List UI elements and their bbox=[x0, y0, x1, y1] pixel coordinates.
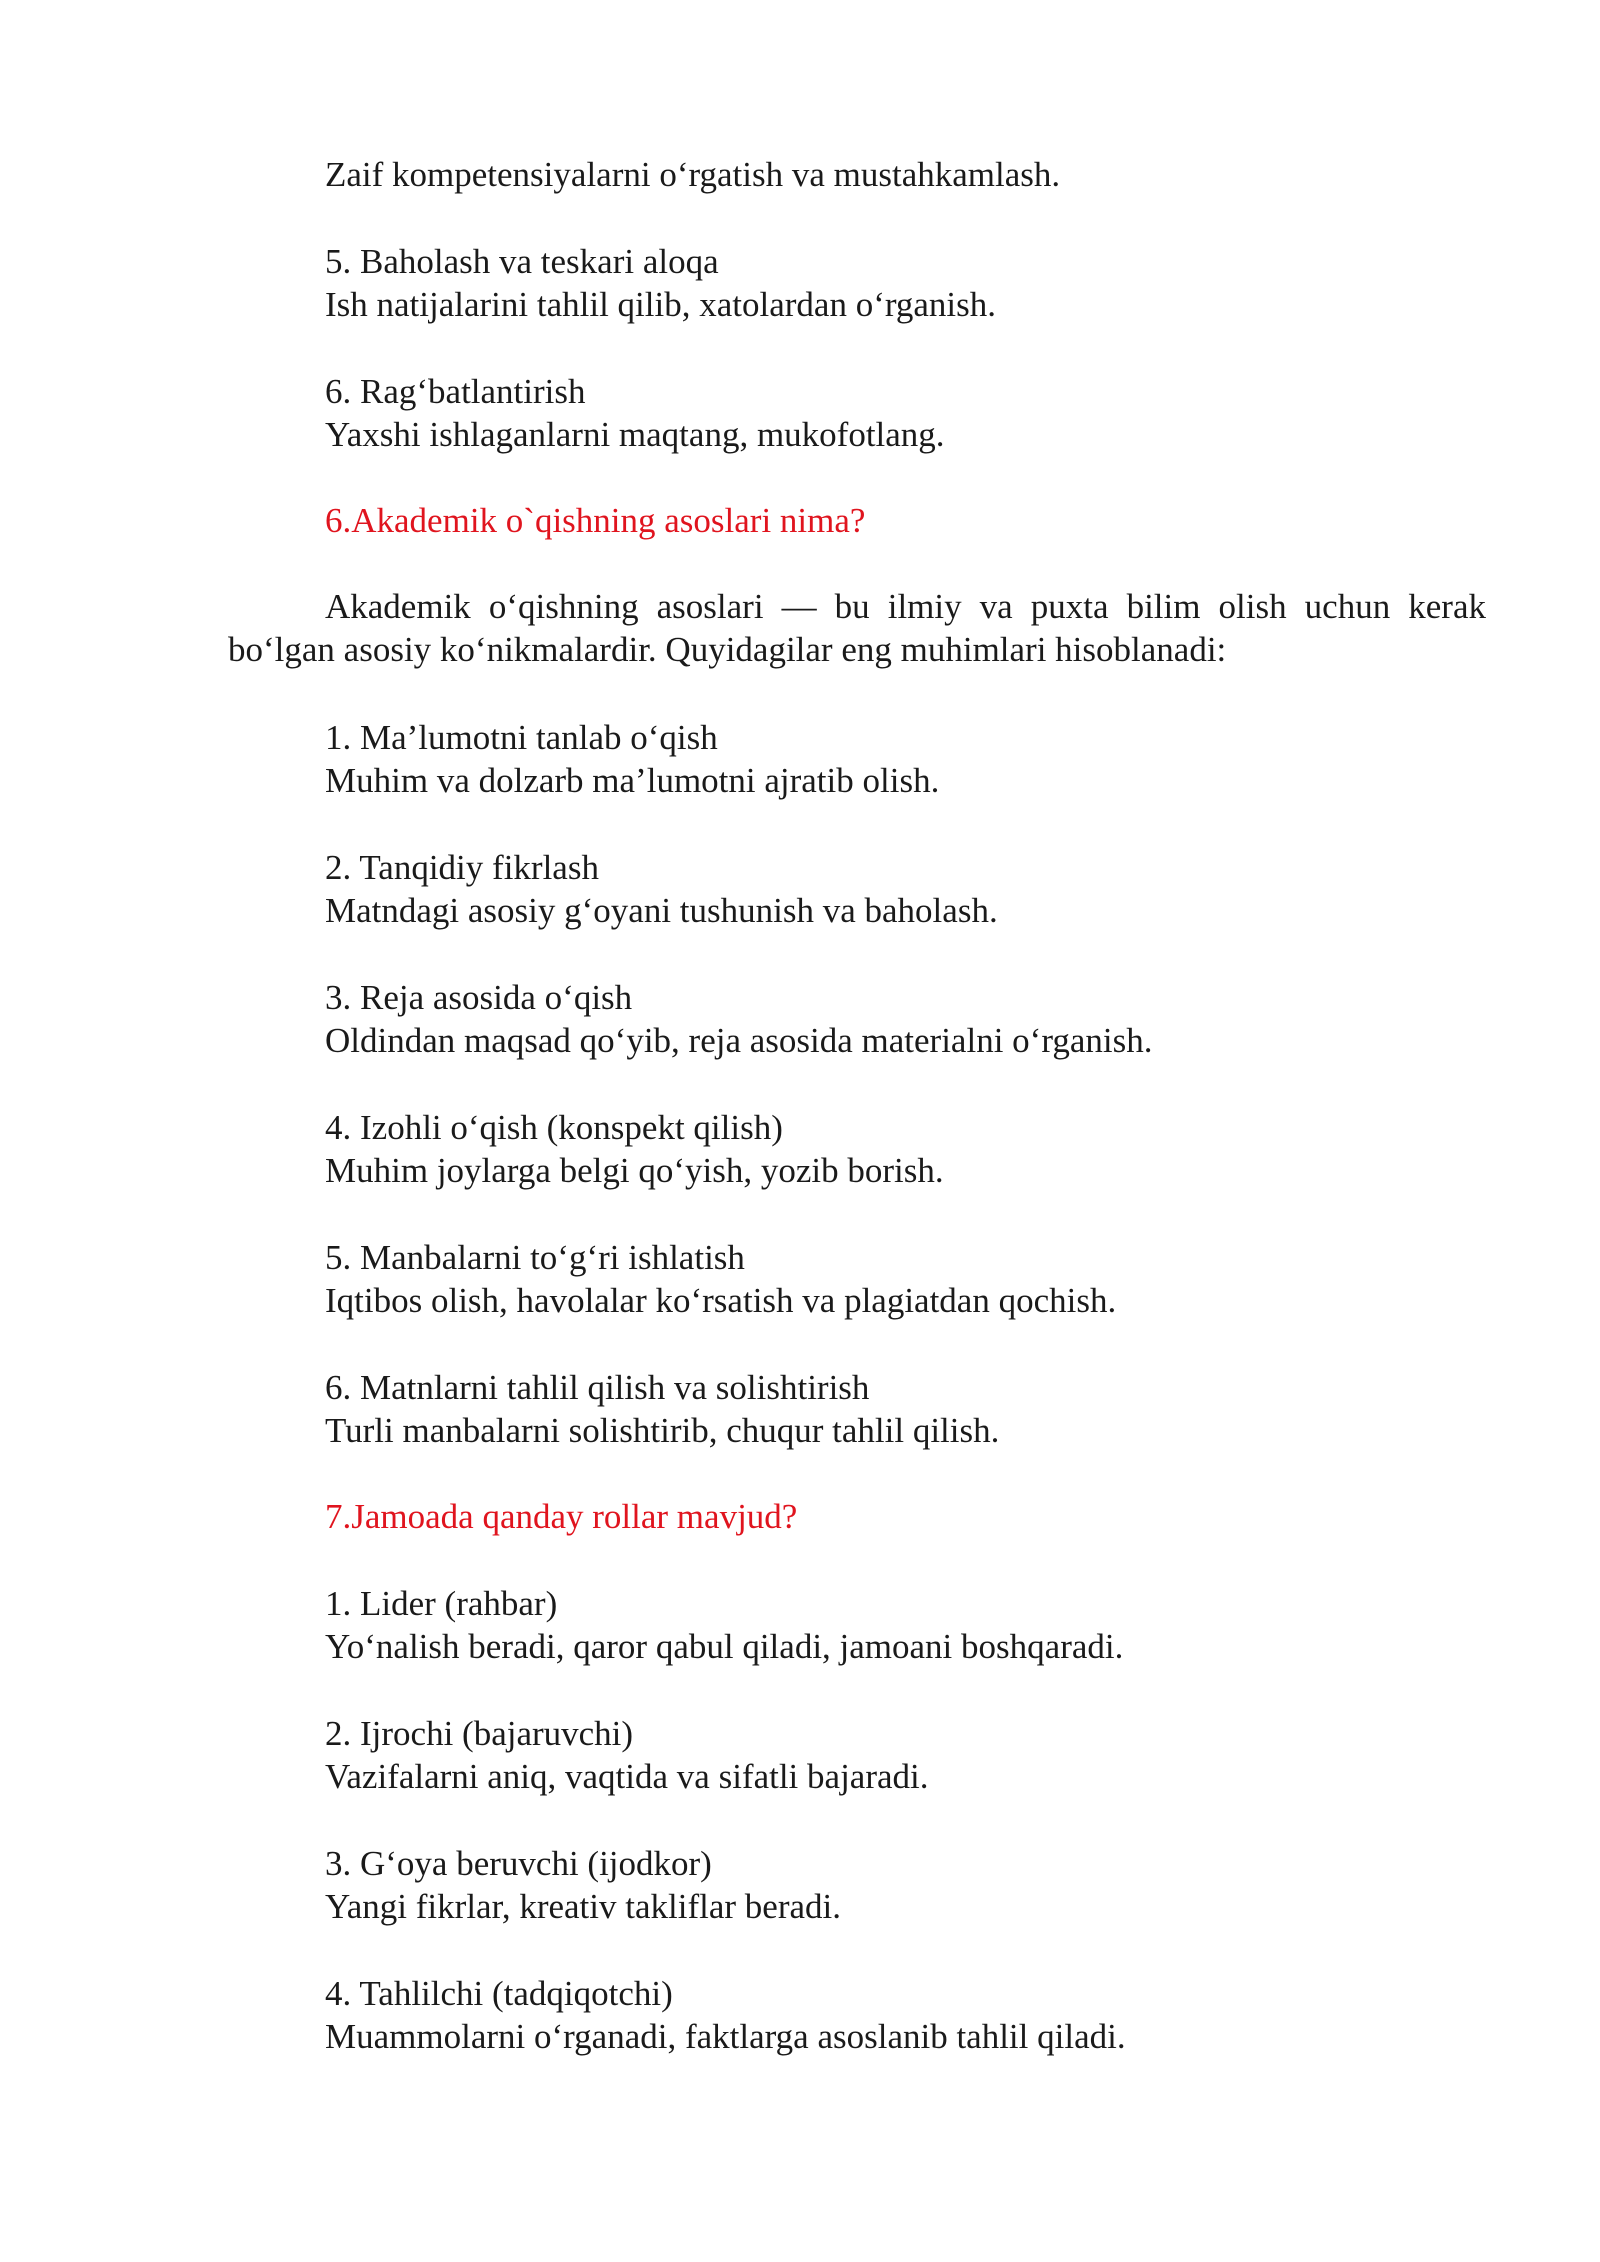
list-item-title: 1. Ma’lumotni tanlab o‘qish bbox=[325, 718, 718, 757]
list-item-title: 3. Reja asosida o‘qish bbox=[325, 978, 633, 1017]
list-item-desc: Yaxshi ishlaganlarni maqtang, mukofotlang. bbox=[325, 415, 945, 454]
section-heading: 6.Akademik o`qishning asoslari nima? bbox=[325, 501, 866, 540]
section-intro-paragraph: Akademik o‘qishning asoslari — bu ilmiy va puxta bilim olish uchun kerak bo‘lgan asosiy ko‘nikmalardir. Quyidagilar eng muhimlari hisoblanadi: bbox=[228, 587, 1486, 669]
top-line: Zaif kompetensiyalarni o‘rgatish va mustahkamlash. bbox=[325, 155, 1061, 194]
list-item-desc: Muammolarni o‘rganadi, faktlarga asoslanib tahlil qiladi. bbox=[325, 2017, 1126, 2056]
list-item-title: 5. Baholash va teskari aloqa bbox=[325, 242, 719, 281]
list-item-desc: Turli manbalarni solishtirib, chuqur tahlil qilish. bbox=[325, 1411, 1000, 1450]
list-item-desc: Oldindan maqsad qo‘yib, reja asosida materialni o‘rganish. bbox=[325, 1021, 1153, 1060]
list-item-title: 3. G‘oya beruvchi (ijodkor) bbox=[325, 1844, 712, 1883]
list-item-desc: Yo‘nalish beradi, qaror qabul qiladi, jamoani boshqaradi. bbox=[325, 1627, 1124, 1666]
list-item-desc: Muhim va dolzarb ma’lumotni ajratib olish. bbox=[325, 761, 940, 800]
list-item-desc: Matndagi asosiy g‘oyani tushunish va baholash. bbox=[325, 891, 998, 930]
list-item-title: 5. Manbalarni to‘g‘ri ishlatish bbox=[325, 1238, 745, 1277]
list-item-title: 1. Lider (rahbar) bbox=[325, 1584, 558, 1623]
section-heading: 7.Jamoada qanday rollar mavjud? bbox=[325, 1497, 798, 1536]
list-item-title: 6. Matnlarni tahlil qilish va solishtirish bbox=[325, 1368, 870, 1407]
list-item-title: 2. Tanqidiy fikrlash bbox=[325, 848, 599, 887]
list-item-desc: Iqtibos olish, havolalar ko‘rsatish va plagiatdan qochish. bbox=[325, 1281, 1117, 1320]
list-item-desc: Muhim joylarga belgi qo‘yish, yozib borish. bbox=[325, 1151, 944, 1190]
list-item-title: 4. Tahlilchi (tadqiqotchi) bbox=[325, 1974, 673, 2013]
list-item-desc: Yangi fikrlar, kreativ takliflar beradi. bbox=[325, 1887, 841, 1926]
list-item-title: 4. Izohli o‘qish (konspekt qilish) bbox=[325, 1108, 783, 1147]
list-item-desc: Vazifalarni aniq, vaqtida va sifatli bajaradi. bbox=[325, 1757, 929, 1796]
list-item-desc: Ish natijalarini tahlil qilib, xatolardan o‘rganish. bbox=[325, 285, 996, 324]
list-item-title: 6. Rag‘batlantirish bbox=[325, 372, 586, 411]
list-item-title: 2. Ijrochi (bajaruvchi) bbox=[325, 1714, 634, 1753]
